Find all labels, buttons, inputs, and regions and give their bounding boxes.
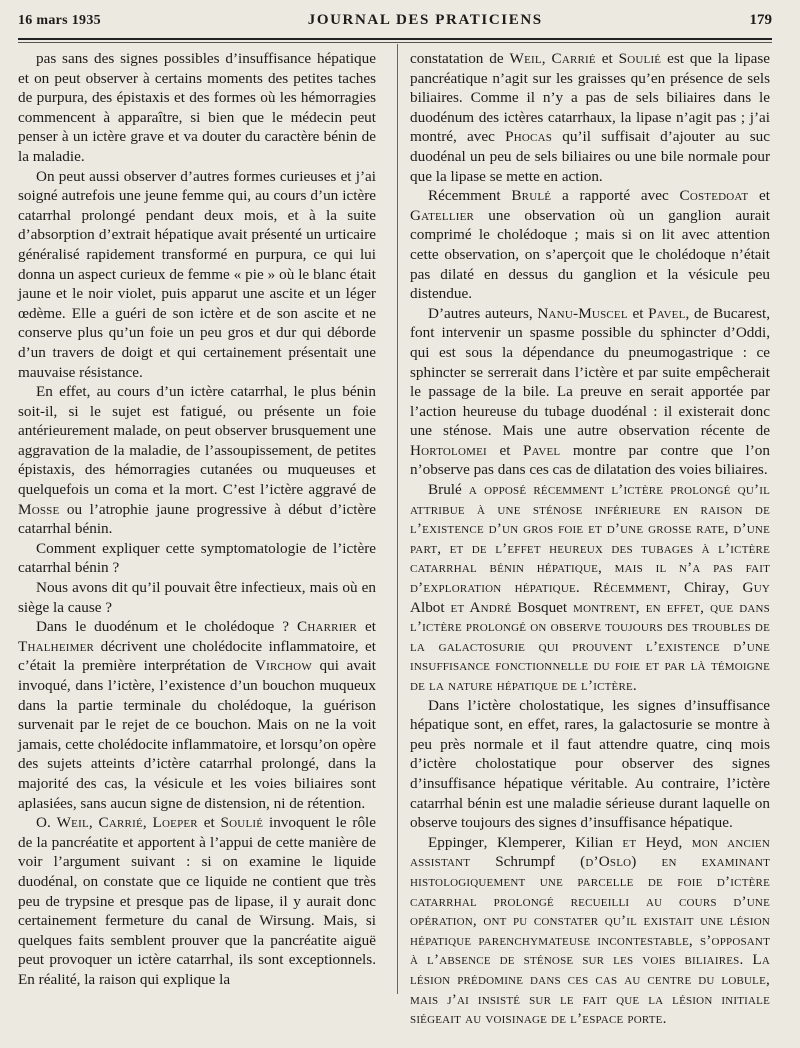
paragraph-text: ,	[142, 814, 153, 832]
paragraph	[18, 813, 376, 989]
paragraph-text: et	[627, 304, 649, 322]
author-name: Pavel	[523, 441, 561, 459]
paragraph-text: qui avait invoqué, dans l’ictère, l’existence d’un bouchon muqueux dans la partie terminale du cholédoque, la guérison survenait par le rejet de ce bouchon. Mais on ne la voit jamais, cette cholédocite inflammatoire, et lorsqu’on opère des sujets atteints d’ictère catarrhal prolongé, dans la majorité des cas, la vésicule et les voies biliaires sont aplasiées, sans aucun signe de distension, ni de rétention.	[18, 657, 377, 812]
author-name: Thalheimer	[18, 637, 95, 655]
paragraph-text: , de Bucarest, font intervenir un spasme possible du sphincter d’Oddi, qui est sous la dépendance du pneumogastrique : ce sphincter se serrerait dans l’ictère et par suite empêcherait le passage de la bile. La preuve en serait apportée par l’action heureuse du tubage duodénal : il existerait donc une sténose. Mais une autre observation récente de	[410, 304, 770, 440]
author-name: Carrié	[551, 50, 596, 67]
paragraph	[18, 382, 376, 539]
paragraph-text: Klemperer	[496, 833, 562, 851]
issue-date: 16 mars 1935	[18, 13, 101, 28]
paragraph-text: Comment expliquer cette symptomatologie de l’ictère catarrhal bénin ?	[18, 539, 376, 577]
author-name: Carrié	[98, 814, 143, 832]
paragraph	[18, 49, 376, 167]
author-name: ,	[483, 833, 497, 851]
author-name: Brulé	[511, 187, 552, 205]
author-name: Weil	[509, 50, 542, 67]
paragraph	[410, 480, 770, 696]
author-name: , mon ancien assistant	[410, 833, 770, 871]
author-name: Soulié	[618, 50, 662, 67]
paragraph-text: et	[595, 50, 619, 67]
paragraph-text: On peut aussi observer d’autres formes curieuses et j’ai soigné autrefois une jeune femme qui, au cours d’un ictère catarrhal prolongé pendant deux mois, et à la suite d’absorption d’extrait hépatique avait présenté un urticaire généralisé rapidement transformé en purpura, ce qui lui donna un aspect curieux de femme « pie » où le blanc était jaune et le noir violet, puis apparut une ascite et un léger œdème. Elle a guéri de son ictère et de son ascite et ne conserve plus qu’un foie un peu gros et dur qui déborde d’un travers de doigt et qui certainement présentait une mauvaise résistance.	[18, 167, 376, 381]
paragraph	[410, 186, 770, 304]
author-name: montrent, en effet, que dans l’ictère prolongé on observe toujours des troubles de la galactosurie qui prouvent l’existence d’une insuffisance fonctionnelle du foie et par là témoigne de la nature hépatique de l’ictère.	[410, 598, 770, 694]
author-name: Nanu-Muscel	[537, 304, 628, 322]
paragraph	[410, 49, 770, 186]
author-name: a opposé récemment l’ictère prolongé qu’il attribue à une sténose inférieure en raison de l’existence d’un gros foie et d’une grosse rate, d’une part, et de l’effet heureux des tubages à l’ictère catarrhal bénin hépatique, mais il n’a pas fait d’exploration hépatique. Récemment,	[410, 481, 770, 597]
left-column	[18, 49, 376, 990]
author-name: , Guy	[725, 579, 771, 597]
paragraph	[18, 578, 376, 617]
paragraph-text: décrivent une cholédocite inflammatoire, et c’était la première interprétation de	[18, 637, 376, 675]
page-header	[18, 12, 772, 38]
paragraph-text: Albot	[410, 598, 445, 616]
author-name: Virchow	[254, 657, 312, 675]
paragraph-text: Récemment	[428, 187, 512, 205]
paragraph-text: Eppinger	[428, 833, 484, 851]
paragraph-text: Brulé	[428, 481, 462, 499]
column-divider	[397, 44, 398, 994]
paragraph-text: ,	[88, 814, 99, 832]
paragraph-text: et	[197, 814, 221, 832]
paragraph-text: Schrumpf	[495, 853, 556, 871]
author-name: ,	[561, 833, 576, 851]
paragraph-text: constatation de	[410, 50, 510, 67]
paragraph-text: qu’il suffisait d’ajouter au suc duodénal un peu de sels biliaires ou une bile normale pour que la lipase se mette en action.	[410, 128, 770, 185]
journal-title: JOURNAL DES PRATICIENS	[307, 12, 543, 28]
author-name: Weil	[56, 814, 89, 832]
author-name: Mosse	[18, 500, 60, 518]
author-name: Charrier	[297, 618, 358, 636]
author-name: Costedoat	[679, 187, 749, 205]
author-name: Loeper	[152, 814, 198, 832]
author-name: et André	[444, 598, 518, 616]
paragraph-text: Dans l’ictère cholostatique, les signes d’insuffisance hépatique sont, en effet, rares, la galactosurie se montre à peu près normale et il faut attendre quatre, cinq mois d’ictère cholostatique pour observer des signes d’insuffisance hépatique véritable. Au contraire, l’ictère catarrhal bénin est une maladie sérieuse durant laquelle on observe toujours des signes d’insuffisance hépatique.	[410, 696, 770, 832]
paragraph-text: Kilian	[575, 833, 614, 851]
paragraph-text: Heyd	[645, 833, 679, 851]
page-number: 179	[749, 12, 772, 28]
paragraph	[18, 617, 376, 813]
header-rule	[18, 38, 772, 40]
paragraph-text: a rapporté avec	[551, 187, 680, 205]
paragraph-text: En effet, au cours d’un ictère catarrhal, le plus bénin soit-il, si le sujet est fatigué, ou présente un foie antérieurement malade, on peut observer brusquement une aggravation de la maladie, de l’assoupissement, de petites épistaxis, des hémorragies cutanées ou muqueuses et quelquefois un coma et la mort. C’est l’ictère aggravé de	[18, 383, 376, 499]
paragraph-text: et	[748, 187, 770, 205]
author-name: et	[613, 833, 646, 851]
paragraph-text: invoquent le rôle de la pancréatite et apportent à l’appui de cette manière de voir l’argument suivant : si on examine le liquide duodénal, on constate que ce liquide ne contient que très peu de trypsine et presque pas de lipase, il y aurait donc certainement fermeture du canal de Wirsung. Mais, si quelques faits semblent prouver que la pancréatite aiguë peut provoquer un ictère catarrhal, ils sont exceptionnels. En réalité, la raison qui explique la	[18, 814, 377, 988]
paragraph-text: Bosquet	[517, 598, 568, 616]
author-name: Gatellier	[410, 206, 475, 224]
paragraph-text: O.	[36, 814, 57, 832]
paragraph	[410, 304, 770, 480]
author-name: Pavel	[648, 304, 686, 322]
paragraph-text: Dans le duodénum et le cholédoque ?	[36, 618, 297, 636]
paragraph-text: montre par contre que l’on n’observe pas dans ces cas de dilatation des voies biliaires.	[410, 441, 770, 479]
right-column	[410, 49, 770, 1029]
author-name: Hortolomei	[410, 441, 487, 459]
paragraph	[410, 833, 770, 1029]
paragraph-text: ou l’atrophie jaune progressive à début d’ictère catarrhal bénin.	[18, 500, 376, 538]
paragraph-text: Nous avons dit qu’il pouvait être infectieux, mais où en siège la cause ?	[18, 579, 376, 616]
paragraph-text: est que la lipase pancréatique n’agit sur les graisses qu’en présence de sels biliaires. Comme il n’y a pas de sels biliaires dans le duodénum des ictères catarrhaux, la lipase n’agit pas ; j’ai montré, avec	[410, 50, 771, 146]
paragraph-text: D’autres auteurs,	[428, 304, 538, 322]
paragraph-text: pas sans des signes possibles d’insuffisance hépatique et on peut observer à certains moments des petites taches de purpura, des épistaxis et des formes où les hémorragies commencent à apparaître, si bien que le médecin peut penser à un ictère grave et va douter du caractère bénin de la maladie.	[18, 50, 376, 165]
author-name: Phocas	[505, 128, 553, 146]
paragraph-text: ,	[541, 50, 552, 67]
paragraph-text: Chiray	[683, 579, 726, 597]
author-name: Soulié	[220, 814, 264, 832]
paragraph	[18, 167, 376, 383]
header-rule-thin	[18, 42, 772, 43]
paragraph-text: et	[357, 618, 376, 636]
paragraph	[18, 539, 376, 578]
paragraph	[410, 696, 770, 833]
author-name: (d’Oslo) en examinant histologiquement une parcelle de foie d’ictère catarrhal prolongé recueilli au cours d’une opération, ont pu constater qu’il existait une lésion hépatique parenchymateuse incontestable, s’opposant à l’absence de sténose sur les voies biliaires. La lésion prédomine dans ces cas au centre du lobule, mais j’ai insisté sur le fait que la lésion initiale siégeait au voisinage de l’espace porte.	[410, 853, 771, 1028]
paragraph-text: et	[486, 441, 523, 459]
paragraph-text: une observation où un ganglion aurait comprimé le cholédoque ; mais si on lit avec attention cette observation, on s’aperçoit que le cholédoque n’était pas dilaté en dessus du ganglion et la vésicule peu distendue.	[410, 206, 770, 303]
